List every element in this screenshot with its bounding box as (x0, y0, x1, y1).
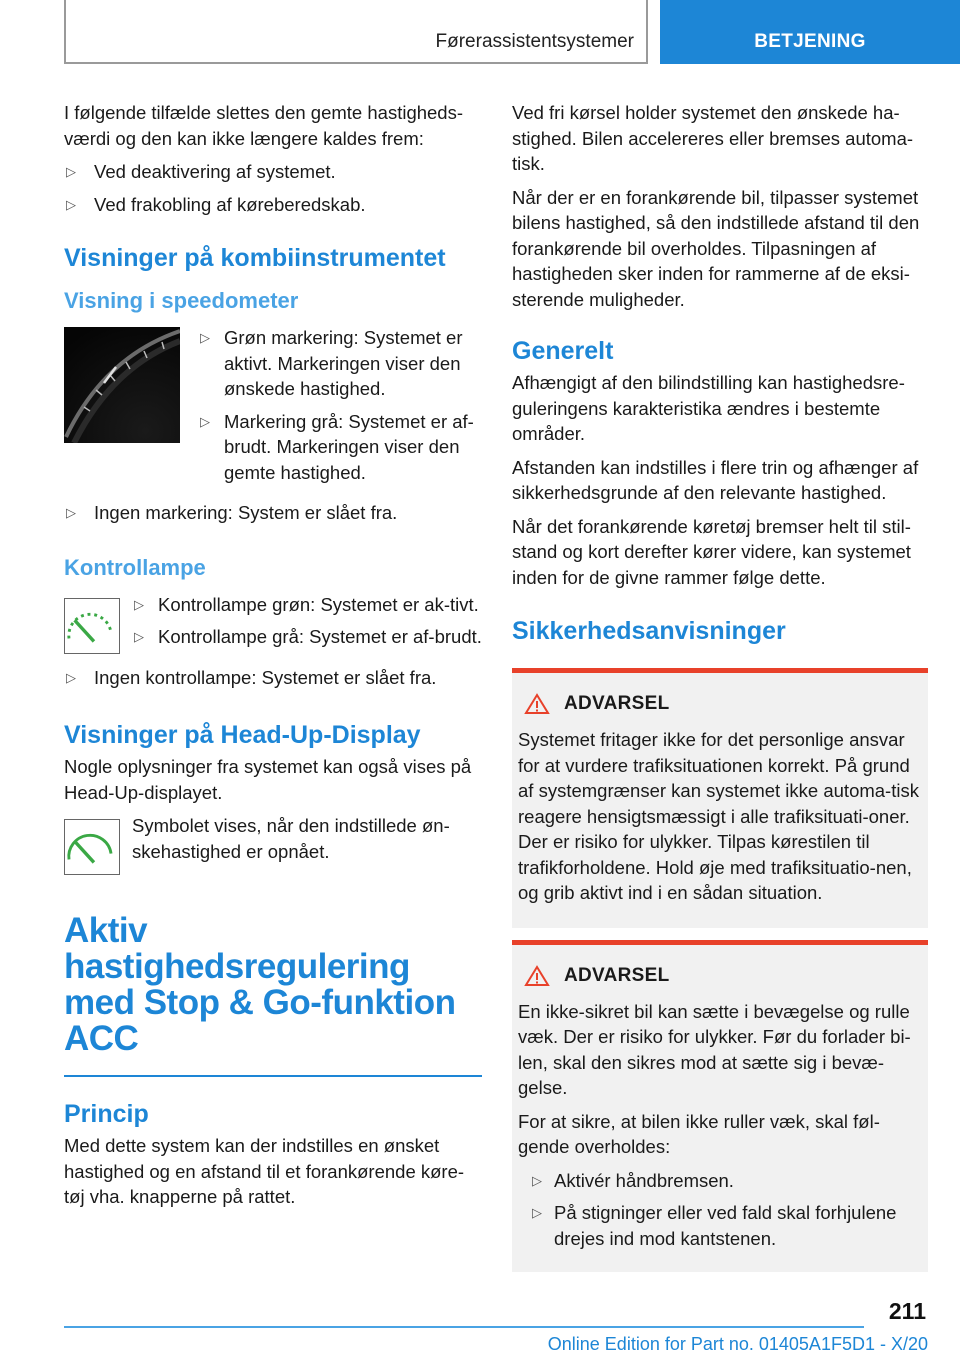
list-item: ▷ Ingen kontrollampe: Systemet er slået fra. (64, 665, 482, 691)
paragraph: Ved fri kørsel holder systemet den ønskede ha-stighed. Bilen accelereres eller bremses automa-tisk. (512, 102, 914, 174)
heading-sikkerhedsanvisninger: Sikkerhedsanvisninger (512, 617, 786, 645)
warning-triangle-icon (524, 965, 550, 987)
warning-title: ADVARSEL (564, 693, 670, 714)
right-column (512, 100, 928, 1284)
warning-box (512, 668, 928, 928)
triangle-bullet-icon: ▷ (66, 669, 76, 685)
warning-text: Systemet fritager ikke for det personlige ansvar for at vurdere trafiksituationen korrekt. På grund af systemgrænser kan systemet ikke automa-tisk reagere hensigtsmæssigt i alle trafiksituati-oner. Der er risiko for ulykker. Tilpas kørestilen til trafikforholdene. Hold øje med trafiksituatio-nen, og grib aktivt ind i en sådan situation. (518, 729, 919, 903)
kontrollampe-block (64, 592, 482, 657)
kontrollampe-list (132, 592, 482, 657)
footer-divider (64, 1326, 864, 1328)
list-item: ▷ Kontrollampe grøn: Systemet er ak-tivt. (132, 592, 482, 618)
heading-kontrollampe: Kontrollampe (64, 554, 206, 580)
heading-generelt: Generelt (512, 337, 614, 365)
intro-list (64, 159, 482, 217)
heading-speedometer: Visning i speedometer (64, 288, 299, 313)
triangle-bullet-icon: ▷ (66, 164, 76, 179)
triangle-bullet-icon: ▷ (66, 196, 76, 212)
warning-header (524, 693, 922, 715)
warning-list (518, 1168, 922, 1252)
hud-symbol-text: Symbolet vises, når den indstillede øn-skehastighed er opnået. (132, 815, 450, 862)
list-item: ▷ Markering grå: Systemet er af-brudt. Markeringen viser den gemte hastighed. (200, 410, 474, 483)
hud-paragraph: Nogle oplysninger fra systemet kan også vises på Head-Up-displayet. (64, 756, 472, 803)
triangle-bullet-icon: ▷ (532, 1172, 542, 1188)
header-chapter-tab[interactable]: BETJENING (660, 0, 960, 64)
warning-triangle-icon (524, 693, 550, 715)
paragraph: Når det forankørende køretøj bremser helt til stil-stand og kort derefter kører videre, kan systemet inden for de givne rammer følge dette. (512, 515, 911, 588)
hud-symbol-block (64, 813, 482, 875)
triangle-bullet-icon: ▷ (200, 413, 210, 429)
paragraph: Afhængigt af den bilindstilling kan hastighedsre-guleringens karakteristika ændres i bestemte områder. (512, 372, 905, 444)
chapter-title: Aktiv hastighedsregulering med Stop & Go-funktion ACC (64, 911, 456, 1058)
intro-paragraph: I følgende tilfælde slettes den gemte hastigheds-værdi og den kan ikke længere kaldes frem: (64, 102, 464, 149)
warning-text: For at sikre, at bilen ikke ruller væk, skal føl-gende overholdes: (518, 1110, 880, 1157)
speedometer-block (64, 325, 482, 492)
triangle-bullet-icon: ▷ (134, 596, 144, 612)
list-item: ▷ Ved deaktivering af systemet. (64, 159, 482, 185)
heading-head-up-display: Visninger på Head-Up-Display (64, 721, 421, 749)
speed-indicator-lamp-icon (64, 819, 120, 875)
list-item: ▷ Ved frakobling af køreberedskab. (64, 192, 482, 218)
page-number: 211 (888, 1298, 926, 1324)
warning-box (512, 940, 928, 1273)
list-item: ▷ På stigninger eller ved fald skal forhjulene drejes ind mod kantstenen. (532, 1202, 897, 1249)
warning-title: ADVARSEL (564, 964, 670, 986)
title-divider (64, 1075, 482, 1077)
list-item: ▷ Aktivér håndbremsen. (518, 1168, 922, 1194)
speed-indicator-lamp-icon (64, 598, 120, 654)
speedometer-none-list (64, 500, 482, 526)
paragraph: Når der er en forankørende bil, tilpasser systemet bilens hastighed, så den indstillede afstand til den forankørende bil overholdes. Tilpasningen af hastigheden sker inden for rammerne af de eksi-sterende muligheder. (512, 186, 920, 310)
kontrollampe-none-list (64, 665, 482, 691)
footer-edition-link[interactable]: Online Edition for Part no. 01405A1F5D1 - X/20 (547, 1334, 928, 1354)
speedometer-list (198, 325, 482, 492)
header-section-title: Førerassistentsystemer (64, 0, 648, 64)
princip-paragraph: Med dette system kan der indstilles en ønsket hastighed og en afstand til et forankørende køre-tøj vha. knapperne på rattet. (64, 1135, 465, 1207)
list-item: ▷ Kontrollampe grå: Systemet er af-brudt. (132, 624, 482, 650)
heading-princip: Princip (64, 1100, 149, 1128)
warning-header (524, 965, 922, 987)
list-item: ▷ Ingen markering: System er slået fra. (64, 500, 482, 526)
triangle-bullet-icon: ▷ (66, 505, 76, 520)
triangle-bullet-icon: ▷ (200, 330, 210, 345)
left-column (64, 100, 482, 1218)
speedometer-image (64, 327, 180, 443)
warning-text: En ikke-sikret bil kan sætte i bevægelse og rulle væk. Der er risiko for ulykker. Før du forlader bi-len, skal den sikres mod at sætte sig i bevæ-gelse. (518, 1000, 911, 1098)
paragraph: Afstanden kan indstilles i flere trin og afhænger af sikkerhedsgrunde af den relevante hastighed. (512, 456, 919, 503)
triangle-bullet-icon: ▷ (134, 629, 144, 644)
heading-kombiinstrument: Visninger på kombiinstrumentet (64, 244, 446, 272)
triangle-bullet-icon: ▷ (532, 1205, 542, 1220)
list-item: ▷ Grøn markering: Systemet er aktivt. Markeringen viser den ønskede hastighed. (200, 327, 463, 399)
